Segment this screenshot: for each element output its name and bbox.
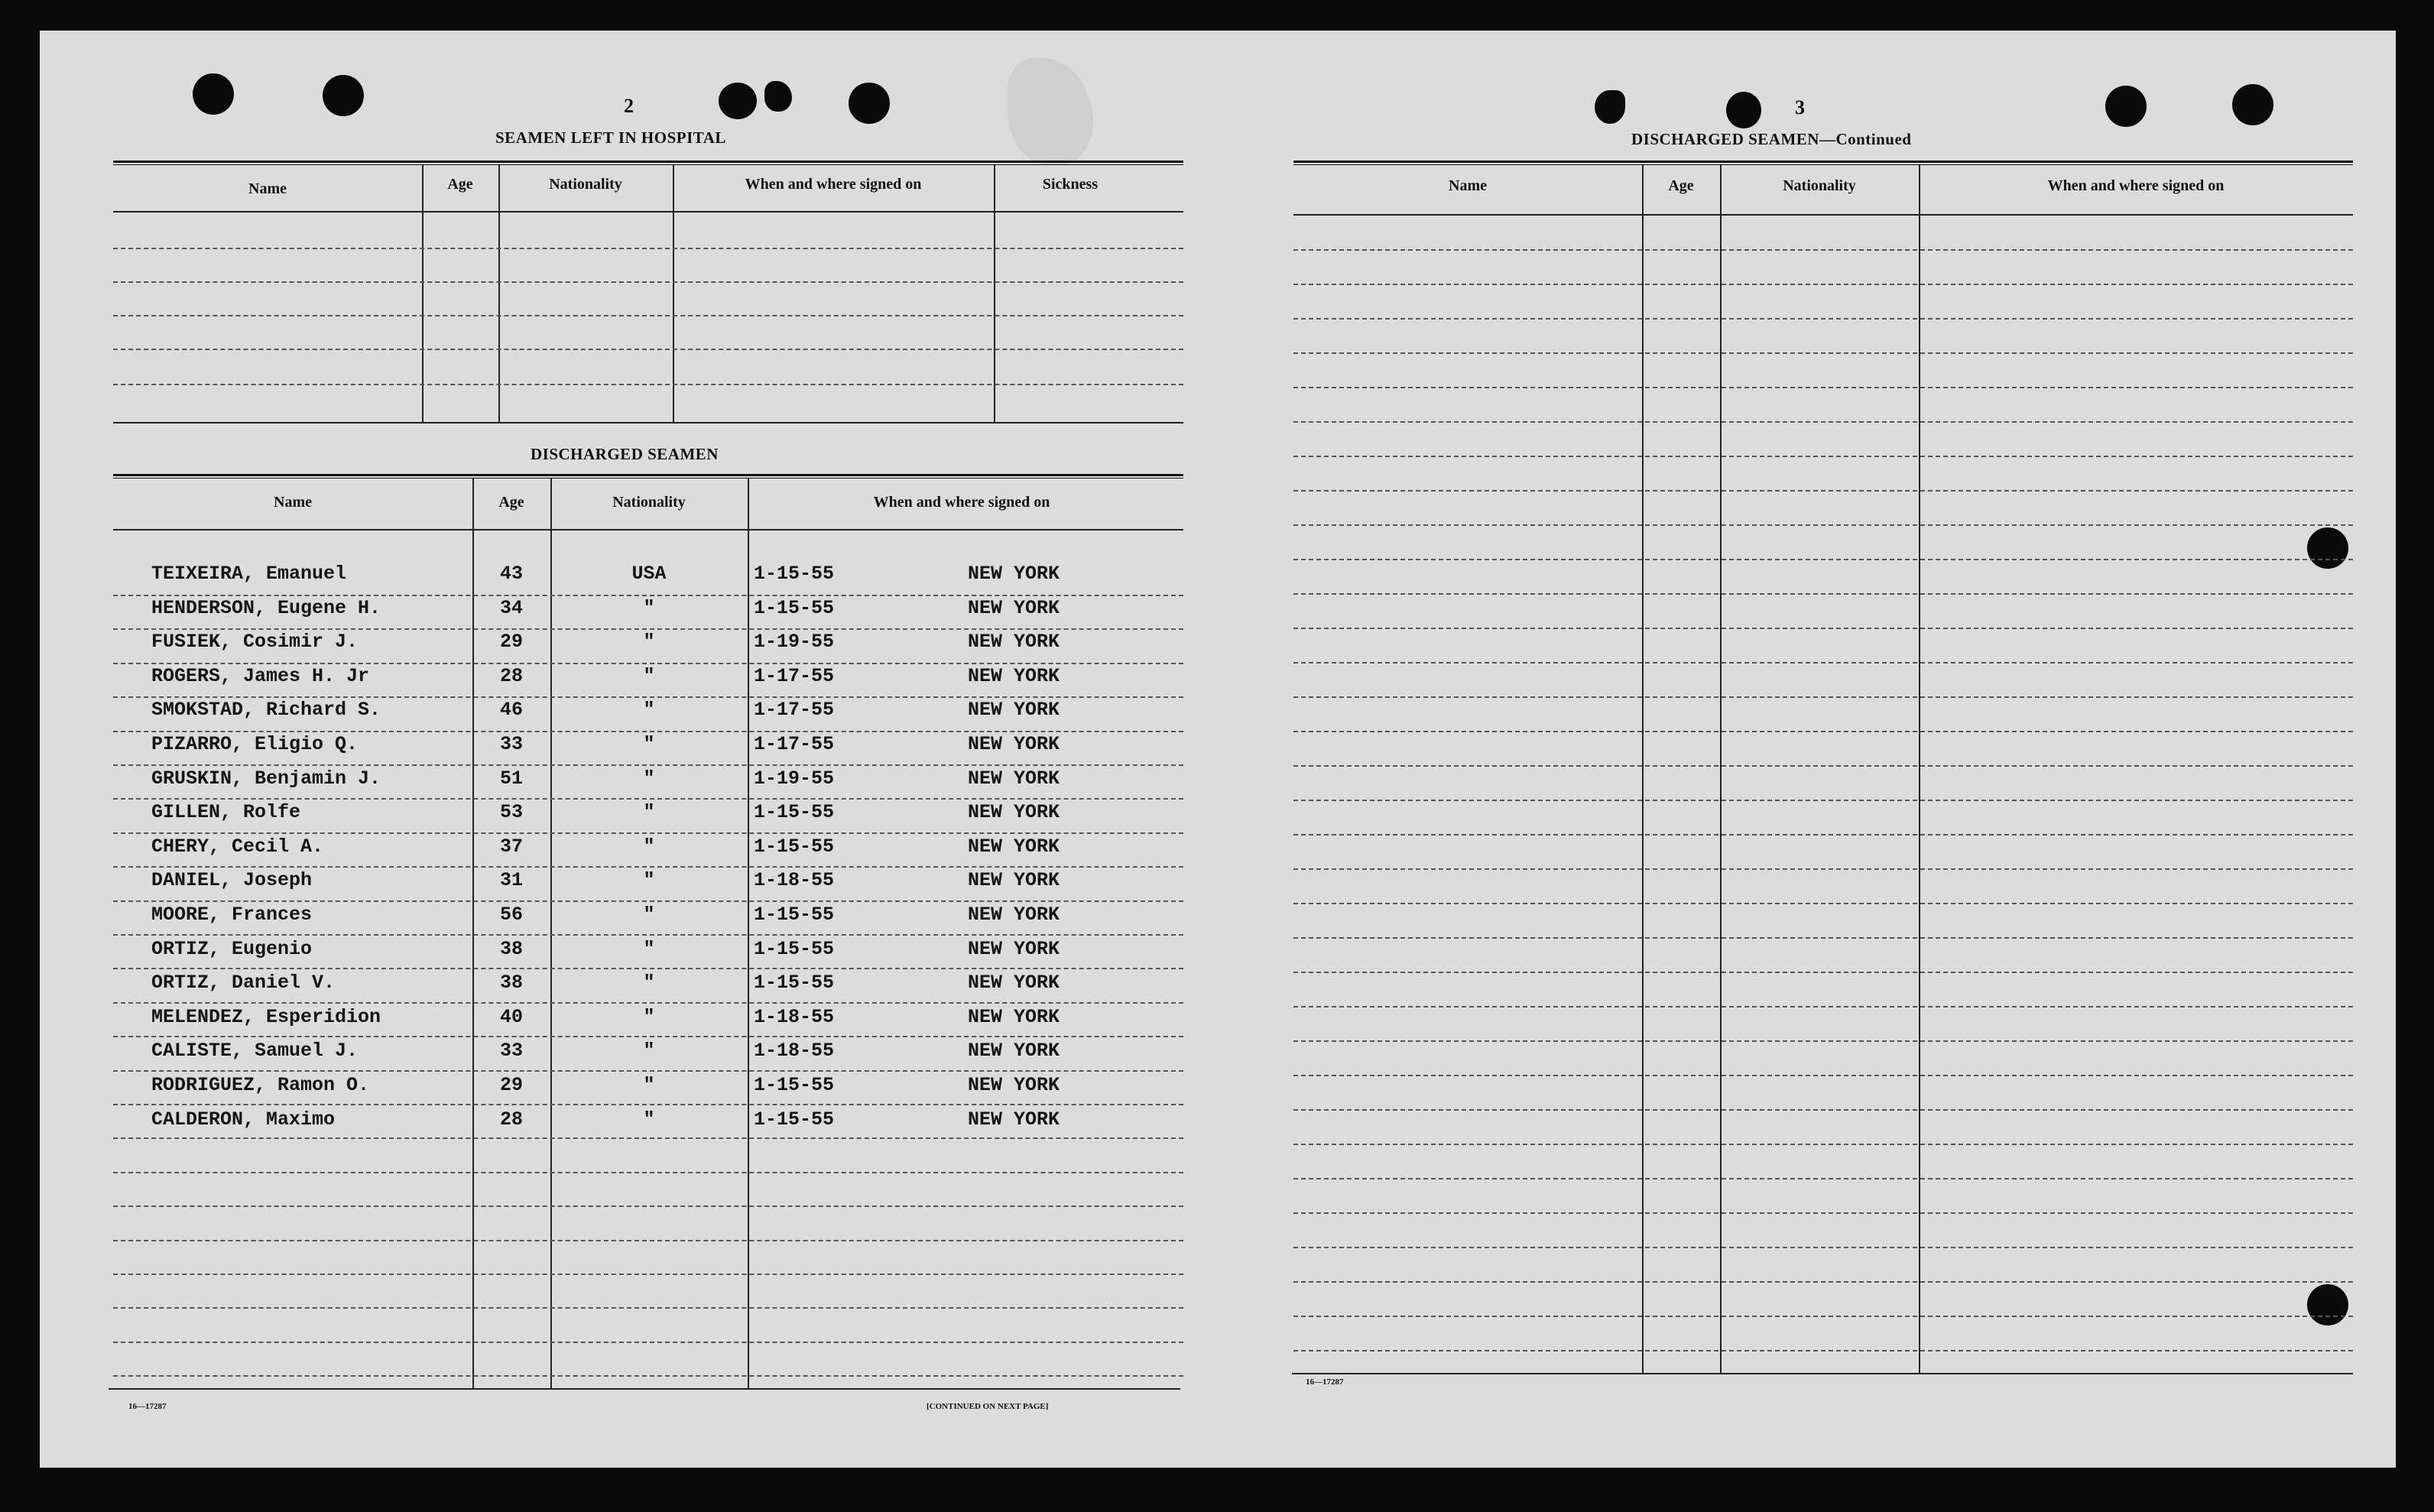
table-row-line <box>1293 593 2353 595</box>
table-row-line <box>1293 352 2353 354</box>
table-row-line <box>113 1375 1183 1377</box>
right-col-divider <box>1919 165 1920 1373</box>
table-row-line <box>1293 696 2353 698</box>
hospital-section-title: SEAMEN LEFT IN HOSPITAL <box>495 128 726 147</box>
seaman-name: ROGERS, James H. Jr <box>151 664 370 687</box>
signed-on-date: 1-18-55 <box>754 869 835 892</box>
seaman-name: ORTIZ, Daniel V. <box>151 972 336 994</box>
right-header-age: Age <box>1668 177 1694 194</box>
seaman-nationality: " <box>643 801 655 824</box>
hospital-header-name: Name <box>248 180 287 197</box>
hospital-header-age: Age <box>447 176 473 193</box>
signed-on-place: NEW YORK <box>968 1074 1060 1096</box>
table-row-line <box>113 900 1183 902</box>
punch-hole <box>2232 84 2273 125</box>
right-bottom-rule <box>1292 1373 2353 1374</box>
seaman-nationality: " <box>643 596 655 619</box>
seaman-nationality: " <box>643 733 655 755</box>
seaman-age: 51 <box>499 767 523 790</box>
table-row-line <box>113 1172 1183 1173</box>
right-header-name: Name <box>1449 177 1487 194</box>
table-row-line <box>1293 1247 2353 1248</box>
right-header-rule <box>1293 214 2353 216</box>
table-row-line <box>113 731 1183 732</box>
signed-on-date: 1-15-55 <box>754 835 835 858</box>
seaman-name: GRUSKIN, Benjamin J. <box>151 767 381 790</box>
discharged-section-title: DISCHARGED SEAMEN <box>531 445 719 463</box>
table-row-line <box>1293 628 2353 629</box>
right-header-signed-on: When and where signed on <box>2047 177 2225 194</box>
right-top-rule <box>1293 161 2353 165</box>
punch-hole <box>323 75 364 116</box>
document-page <box>40 31 2396 1468</box>
seaman-name: HENDERSON, Eugene H. <box>151 596 381 619</box>
table-row-line <box>113 628 1183 630</box>
seaman-age: 43 <box>499 563 523 585</box>
table-row-line <box>113 1342 1183 1343</box>
table-row-line <box>113 1002 1183 1004</box>
table-row-line <box>1293 1281 2353 1283</box>
discharged-col-divider <box>748 479 749 1388</box>
punch-hole <box>193 73 234 115</box>
hospital-row-line <box>113 281 1183 283</box>
table-row-line <box>1293 1178 2353 1179</box>
signed-on-date: 1-15-55 <box>754 1074 835 1096</box>
signed-on-place: NEW YORK <box>968 937 1060 960</box>
right-col-divider <box>1720 165 1722 1373</box>
table-row-line <box>113 1307 1183 1309</box>
seaman-nationality: " <box>643 631 655 654</box>
table-row-line <box>1293 1350 2353 1351</box>
table-row-line <box>113 798 1183 800</box>
signed-on-place: NEW YORK <box>968 972 1060 994</box>
form-number-left: 16—17287 <box>128 1402 167 1411</box>
table-row-line <box>1293 903 2353 904</box>
seaman-nationality: " <box>643 972 655 994</box>
table-row-line <box>1293 800 2353 801</box>
seaman-name: SMOKSTAD, Richard S. <box>151 699 381 722</box>
table-row-line <box>1293 456 2353 457</box>
seaman-age: 34 <box>499 596 523 619</box>
seaman-name: RODRIGUEZ, Ramon O. <box>151 1074 370 1096</box>
seaman-nationality: " <box>643 937 655 960</box>
hospital-header-signed-on: When and where signed on <box>745 176 922 193</box>
table-row-line <box>113 1137 1183 1139</box>
table-row-line <box>1293 559 2353 560</box>
table-row-line <box>1293 490 2353 492</box>
signed-on-place: NEW YORK <box>968 563 1060 585</box>
table-row-line <box>113 1205 1183 1207</box>
table-row-line <box>1293 972 2353 973</box>
seaman-name: TEIXEIRA, Emanuel <box>151 563 347 585</box>
seaman-name: DANIEL, Joseph <box>151 869 313 892</box>
signed-on-place: NEW YORK <box>968 1040 1060 1063</box>
seaman-name: CALISTE, Samuel J. <box>151 1040 359 1063</box>
table-row-line <box>1293 524 2353 526</box>
signed-on-place: NEW YORK <box>968 1005 1060 1028</box>
seaman-nationality: " <box>643 767 655 790</box>
seaman-age: 56 <box>499 904 523 926</box>
signed-on-date: 1-17-55 <box>754 699 835 722</box>
signed-on-place: NEW YORK <box>968 801 1060 824</box>
table-row-line <box>1293 387 2353 388</box>
table-row-line <box>1293 1212 2353 1214</box>
signed-on-date: 1-15-55 <box>754 801 835 824</box>
seaman-age: 38 <box>499 972 523 994</box>
seaman-nationality: " <box>643 1005 655 1028</box>
seaman-nationality: " <box>643 664 655 687</box>
seaman-nationality: USA <box>631 563 667 585</box>
table-row-line <box>113 1240 1183 1241</box>
seaman-nationality: " <box>643 835 655 858</box>
seaman-age: 53 <box>499 801 523 824</box>
table-row-line <box>113 1274 1183 1275</box>
signed-on-place: NEW YORK <box>968 1108 1060 1131</box>
seaman-nationality: " <box>643 1074 655 1096</box>
signed-on-place: NEW YORK <box>968 664 1060 687</box>
table-row-line <box>1293 731 2353 732</box>
form-number-right: 16—17287 <box>1306 1377 1344 1387</box>
seaman-name: MOORE, Frances <box>151 904 313 926</box>
continued-section-title: DISCHARGED SEAMEN—Continued <box>1631 130 1912 148</box>
table-row-line <box>1293 1144 2353 1145</box>
seaman-age: 46 <box>499 699 523 722</box>
seaman-age: 29 <box>499 1074 523 1096</box>
punch-hole <box>764 81 792 112</box>
hospital-header-rule <box>113 211 1183 213</box>
punch-hole <box>849 83 890 124</box>
hospital-top-rule <box>113 161 1183 165</box>
table-row-line <box>1293 284 2353 285</box>
discharged-header-signed-on: When and where signed on <box>873 494 1050 511</box>
discharged-header-rule <box>113 529 1183 530</box>
table-row-line <box>113 764 1183 766</box>
seaman-nationality: " <box>643 1108 655 1131</box>
punch-hole <box>2307 527 2348 569</box>
hospital-header-nationality: Nationality <box>549 176 622 193</box>
signed-on-date: 1-19-55 <box>754 631 835 654</box>
signed-on-place: NEW YORK <box>968 699 1060 722</box>
seaman-age: 28 <box>499 664 523 687</box>
table-row-line <box>1293 1316 2353 1317</box>
seaman-age: 40 <box>499 1005 523 1028</box>
continued-on-next-page-note: [CONTINUED ON NEXT PAGE] <box>927 1402 1049 1411</box>
seaman-nationality: " <box>643 1040 655 1063</box>
seaman-name: PIZARRO, Eligio Q. <box>151 733 359 755</box>
right-col-divider <box>1642 165 1644 1373</box>
hospital-row-line <box>113 248 1183 249</box>
hospital-row-line <box>113 349 1183 350</box>
signed-on-date: 1-17-55 <box>754 664 835 687</box>
signed-on-place: NEW YORK <box>968 869 1060 892</box>
table-row-line <box>1293 834 2353 835</box>
signed-on-date: 1-18-55 <box>754 1040 835 1063</box>
signed-on-date: 1-15-55 <box>754 563 835 585</box>
hospital-row-line <box>113 315 1183 316</box>
seaman-age: 28 <box>499 1108 523 1131</box>
hospital-header-sickness: Sickness <box>1042 176 1099 193</box>
discharged-header-name: Name <box>274 494 312 511</box>
table-row-line <box>113 663 1183 664</box>
seaman-name: ORTIZ, Eugenio <box>151 937 313 960</box>
signed-on-place: NEW YORK <box>968 767 1060 790</box>
page-number-left: 2 <box>624 95 634 117</box>
table-row-line <box>113 1070 1183 1072</box>
seaman-name: FUSIEK, Cosimir J. <box>151 631 359 654</box>
signed-on-place: NEW YORK <box>968 835 1060 858</box>
punch-hole <box>2307 1284 2348 1325</box>
table-row-line <box>113 1104 1183 1105</box>
hospital-bottom-rule <box>113 422 1183 423</box>
signed-on-date: 1-19-55 <box>754 767 835 790</box>
signed-on-place: NEW YORK <box>968 904 1060 926</box>
table-row-line <box>1293 937 2353 939</box>
discharged-bottom-rule <box>109 1388 1180 1390</box>
punch-hole <box>719 83 757 119</box>
signed-on-date: 1-17-55 <box>754 733 835 755</box>
table-row-line <box>1293 868 2353 870</box>
punch-hole <box>1726 92 1761 128</box>
seaman-nationality: " <box>643 699 655 722</box>
table-row-line <box>1293 765 2353 767</box>
page-number-right: 3 <box>1795 96 1805 118</box>
table-row-line <box>113 696 1183 698</box>
seaman-age: 37 <box>499 835 523 858</box>
table-row-line <box>113 1036 1183 1037</box>
seaman-age: 31 <box>499 869 523 892</box>
discharged-header-nationality: Nationality <box>612 494 686 511</box>
table-row-line <box>1293 249 2353 251</box>
signed-on-place: NEW YORK <box>968 631 1060 654</box>
signed-on-date: 1-15-55 <box>754 904 835 926</box>
discharged-header-age: Age <box>498 494 524 511</box>
seaman-nationality: " <box>643 869 655 892</box>
paper-stain <box>1008 58 1093 165</box>
punch-hole <box>2105 86 2147 127</box>
right-header-nationality: Nationality <box>1783 177 1856 194</box>
seaman-name: CHERY, Cecil A. <box>151 835 324 858</box>
table-row-line <box>1293 1075 2353 1076</box>
table-row-line <box>113 934 1183 936</box>
seaman-age: 33 <box>499 733 523 755</box>
seaman-name: CALDERON, Maximo <box>151 1108 336 1131</box>
table-row-line <box>113 968 1183 969</box>
discharged-top-rule <box>113 474 1183 479</box>
table-row-line <box>1293 662 2353 664</box>
seaman-nationality: " <box>643 904 655 926</box>
seaman-age: 38 <box>499 937 523 960</box>
hospital-row-line <box>113 384 1183 385</box>
table-row-line <box>113 832 1183 834</box>
seaman-name: GILLEN, Rolfe <box>151 801 301 824</box>
seaman-age: 33 <box>499 1040 523 1063</box>
table-row-line <box>1293 1006 2353 1007</box>
table-row-line <box>1293 421 2353 423</box>
seaman-name: MELENDEZ, Esperidion <box>151 1005 381 1028</box>
signed-on-date: 1-15-55 <box>754 972 835 994</box>
signed-on-place: NEW YORK <box>968 733 1060 755</box>
signed-on-date: 1-15-55 <box>754 1108 835 1131</box>
signed-on-date: 1-18-55 <box>754 1005 835 1028</box>
table-row-line <box>1293 318 2353 320</box>
signed-on-date: 1-15-55 <box>754 937 835 960</box>
table-row-line <box>1293 1040 2353 1042</box>
table-row-line <box>1293 1109 2353 1111</box>
table-row-line <box>113 866 1183 868</box>
punch-hole <box>1595 90 1625 124</box>
seaman-age: 29 <box>499 631 523 654</box>
signed-on-place: NEW YORK <box>968 596 1060 619</box>
signed-on-date: 1-15-55 <box>754 596 835 619</box>
